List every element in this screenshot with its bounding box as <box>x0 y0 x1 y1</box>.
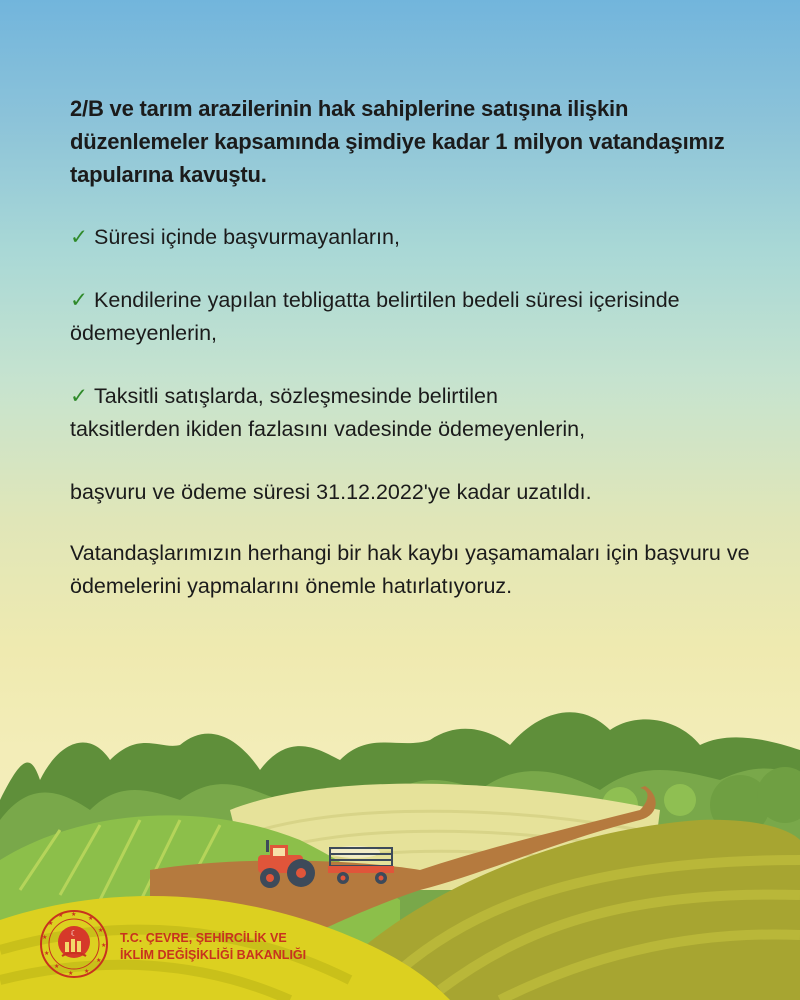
checklist-item <box>70 284 710 350</box>
extension-note: başvuru ve ödeme süresi 31.12.2022'ye kadar uzatıldı. <box>70 480 592 504</box>
reminder-text: Vatandaşlarımızın herhangi bir hak kaybı yaşamamaları için başvuru ve ödemelerini yapmalarını önemle hatırlatıyoruz. <box>70 541 750 598</box>
svg-text:☾: ☾ <box>70 929 78 938</box>
svg-text:★: ★ <box>98 928 104 934</box>
svg-text:★: ★ <box>101 943 107 949</box>
svg-text:★: ★ <box>54 964 60 970</box>
check-icon: ✓ <box>70 225 89 249</box>
checklist-item <box>70 221 760 254</box>
ministry-name <box>120 930 306 964</box>
svg-text:★: ★ <box>88 916 94 922</box>
svg-text:★: ★ <box>58 913 64 919</box>
svg-text:★: ★ <box>84 969 90 975</box>
ministry-logo-icon <box>38 908 110 980</box>
svg-text:★: ★ <box>68 971 74 977</box>
ministry-name-line-1: T.C. ÇEVRE, ŞEHİRCİLİK VE <box>120 931 287 945</box>
svg-text:★: ★ <box>48 921 54 927</box>
ministry-name-line-2: İKLİM DEĞİŞİKLİĞİ BAKANLIĞI <box>120 948 307 962</box>
announcement-content <box>70 92 760 631</box>
checklist-item-text: Süresi içinde başvurmayanların, <box>94 225 400 249</box>
checklist-item <box>70 380 590 446</box>
checklist-item-text: Kendilerine yapılan tebligatta belirtilen bedeli süresi içerisinde ödemeyenlerin, <box>70 288 680 345</box>
svg-text:★: ★ <box>44 951 50 957</box>
check-icon: ✓ <box>70 288 89 312</box>
svg-text:★: ★ <box>42 935 48 941</box>
check-icon: ✓ <box>70 384 89 408</box>
svg-text:★: ★ <box>96 958 102 964</box>
checklist-item-text: Taksitli satışlarda, sözleşmesinde belirtilen taksitlerden ikiden fazlasını vadesinde ödemeyenlerin, <box>70 384 586 441</box>
svg-text:★: ★ <box>71 912 77 918</box>
headline: 2/B ve tarım arazilerinin hak sahiplerine satışına ilişkin düzenlemeler kapsamında şimdiye kadar 1 milyon vatandaşımız tapularına kavuştu. <box>70 96 725 187</box>
